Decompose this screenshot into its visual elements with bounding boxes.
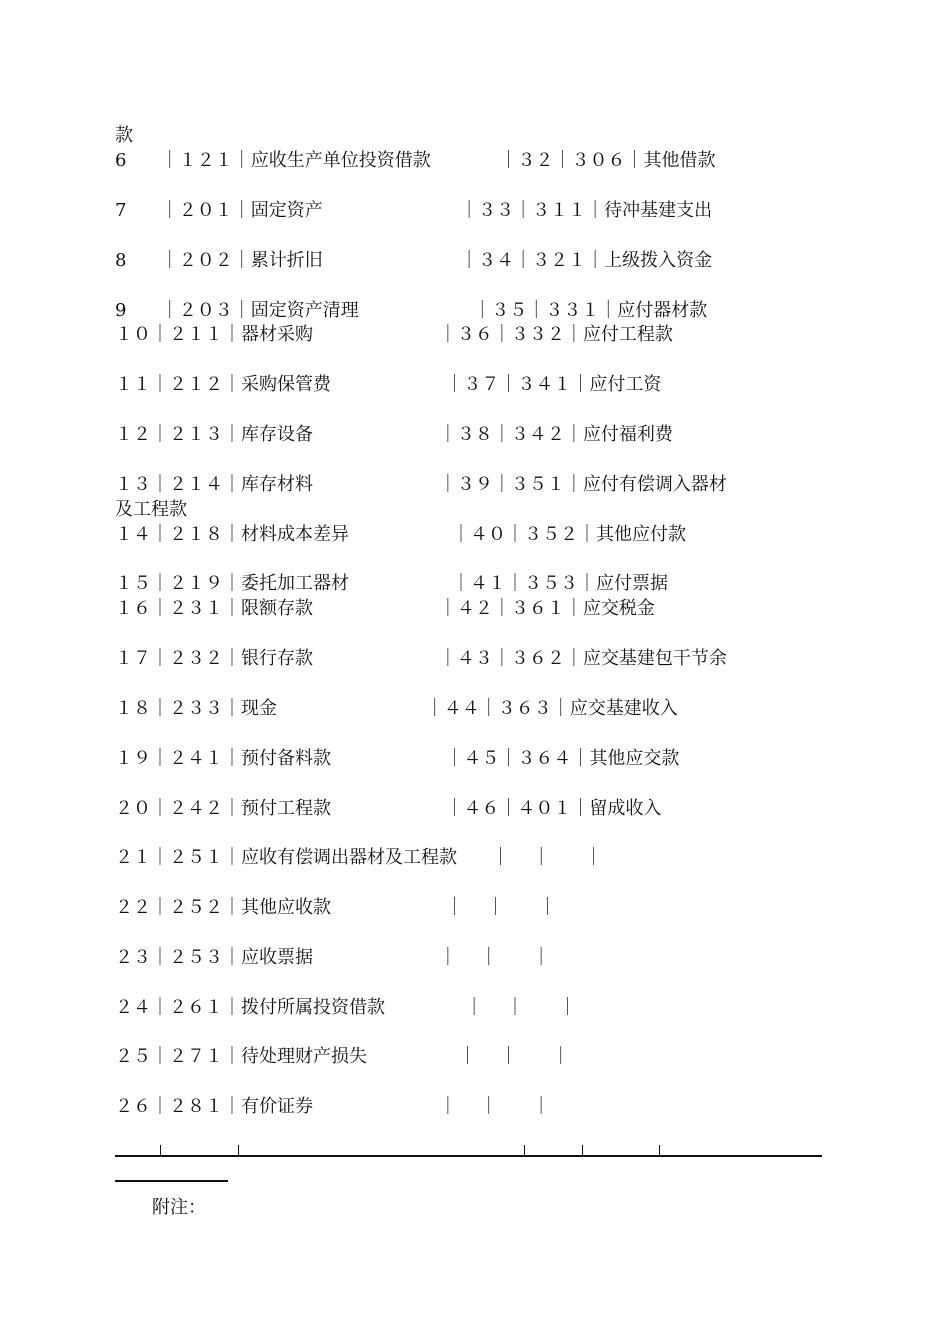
table-row: １１｜２１２｜采购保管费 ｜３７｜３４１｜应付工资 — [115, 374, 662, 395]
table-row: 7 ｜２０１｜固定资产 ｜３３｜３１１｜待冲基建支出 — [115, 200, 713, 221]
text-line: 款 — [115, 125, 133, 146]
table-row: １７｜２３２｜银行存款 ｜４３｜３６２｜应交基建包干节余 — [115, 648, 727, 669]
text-line: 及工程款 — [115, 499, 187, 520]
table-row: ２３｜２５３｜应收票据 ｜ ｜ ｜ — [115, 947, 551, 968]
table-row: １０｜２１１｜器材采购 ｜３６｜３３２｜应付工程款 — [115, 324, 673, 345]
table-row: １８｜２３３｜现金 ｜４４｜３６３｜应交基建收入 — [115, 698, 678, 719]
note-label: 附注： — [152, 1197, 206, 1218]
table-row: １４｜２１８｜材料成本差异 ｜４０｜３５２｜其他应付款 — [115, 524, 686, 545]
table-row: １９｜２４１｜预付备料款 ｜４５｜３６４｜其他应交款 — [115, 748, 680, 769]
table-row: ２０｜２４２｜预付工程款 ｜４６｜４０１｜留成收入 — [115, 798, 662, 819]
table-row: ２１｜２５１｜应收有偿调出器材及工程款 ｜ ｜ ｜ — [115, 847, 603, 868]
table-row: ２４｜２６１｜拨付所属投资借款 ｜ ｜ ｜ — [115, 997, 577, 1018]
column-tick — [659, 1145, 660, 1157]
table-row: 6 ｜１２１｜应收生产单位投资借款 ｜３２｜３０６｜其他借款 — [115, 150, 716, 171]
table-row: 9 ｜２０３｜固定资产清理 ｜３５｜３３１｜应付器材款 — [115, 300, 708, 321]
column-tick — [160, 1145, 161, 1157]
table-bottom-rule — [115, 1155, 822, 1157]
table-row: ２２｜２５２｜其他应收款 ｜ ｜ ｜ — [115, 897, 557, 918]
column-tick — [238, 1145, 239, 1157]
table-row: １６｜２３１｜限额存款 ｜４２｜３６１｜应交税金 — [115, 598, 655, 619]
table-bottom-rule-short — [115, 1180, 228, 1182]
column-tick — [524, 1145, 525, 1157]
table-row: ２６｜２８１｜有价证券 ｜ ｜ ｜ — [115, 1096, 551, 1117]
column-tick — [582, 1145, 583, 1157]
table-row: １３｜２１４｜库存材料 ｜３９｜３５１｜应付有偿调入器材 — [115, 474, 727, 495]
table-row: 8 ｜２０２｜累计折旧 ｜３４｜３２１｜上级拨入资金 — [115, 250, 713, 271]
table-row: ２５｜２７１｜待处理财产损失 ｜ ｜ ｜ — [115, 1046, 570, 1067]
table-row: １５｜２１９｜委托加工器材 ｜４１｜３５３｜应付票据 — [115, 573, 668, 594]
table-row: １２｜２１３｜库存设备 ｜３８｜３４２｜应付福利费 — [115, 424, 673, 445]
